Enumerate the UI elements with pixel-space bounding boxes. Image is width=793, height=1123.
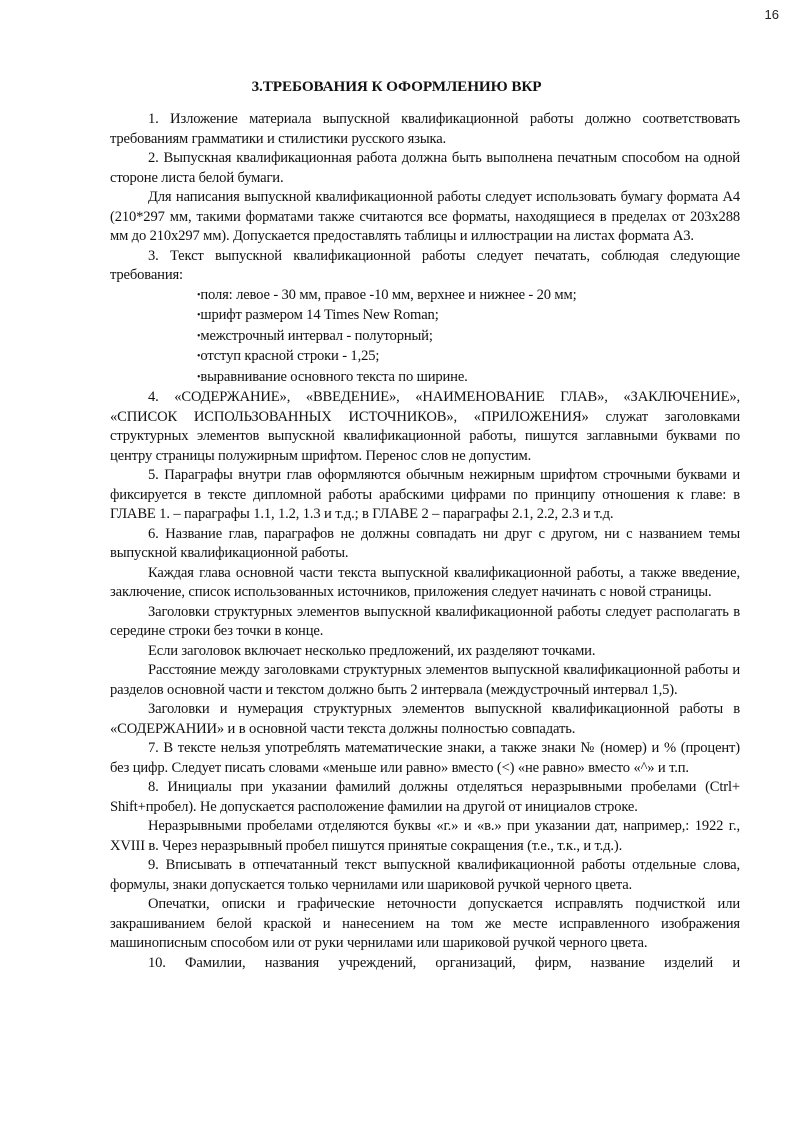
paragraph-5: 5. Параграфы внутри глав оформляются обычным нежирным шрифтом строчными буквами и фиксируется в тексте дипломной работы арабскими цифрами по принципу отношения к главе: в ГЛАВЕ 1. – параграфы 1.1, 1.2, 1.3 и т.д.; в ГЛАВЕ 2 – параграфы 2.1, 2.2, 2.3 и т.д. xyxy=(110,467,740,522)
paragraph-8: 8. Инициалы при указании фамилий должны отделяться неразрывными пробелами (Ctrl+ Shift+пробел). Не допускается расположение фамилии на другой от инициалов строке. xyxy=(110,779,740,815)
paragraph-nonbreaking-spaces: Неразрывными пробелами отделяются буквы «г.» и «в.» при указании дат, например,: 1922 г., XVIII в. Через неразрывный пробел пишутся принятые сокращения (т.е., т.к., и т.д.). xyxy=(110,818,740,854)
paragraph-10: 10. Фамилии, названия учреждений, организаций, фирм, название изделий и xyxy=(148,954,740,971)
paragraph-paper-format: Для написания выпускной квалификационной работы следует использовать бумагу формата А4 (210*297 мм, такими форматами также считаются все форматы, находящиеся в пределах от 203х288 мм до 210х297 мм). Допускается предоставлять таблицы и иллюстрации на листах формата А3. xyxy=(110,189,740,244)
requirement-item-indent: • отступ красной строки - 1,25; xyxy=(110,347,740,368)
page-number: 16 xyxy=(764,7,779,22)
requirements-list xyxy=(110,286,740,389)
paragraph-6: 6. Название глав, параграфов не должны совпадать ни друг с другом, ни с названием темы выпускной квалификационной работы. xyxy=(110,525,740,561)
paragraph-corrections: Опечатки, описки и графические неточности допускается исправлять подчисткой или закрашиванием белой краской и нанесением на том же месте исправленного изображения машинописным способом или от руки чернилами или шариковой ручкой черного цвета. xyxy=(110,896,740,951)
requirement-item-line-spacing: • межстрочный интервал - полуторный; xyxy=(110,327,740,348)
paragraph-new-page: Каждая глава основной части текста выпускной квалификационной работы, а также введение, заключение, список использованных источников, приложения следует начинать с новой страницы. xyxy=(110,564,740,600)
paragraph-1: 1. Изложение материала выпускной квалификационной работы должно соответствовать требованиям грамматики и стилистики русского языка. xyxy=(110,111,740,147)
paragraph-2: 2. Выпускная квалификационная работа должна быть выполнена печатным способом на одной стороне листа белой бумаги. xyxy=(110,150,740,186)
paragraph-7: 7. В тексте нельзя употреблять математические знаки, а также знаки № (номер) и % (процент) без цифр. Следует писать словами «меньше или равно» вместо (<) «не равно» вместо «^» и т.п. xyxy=(110,740,740,776)
paragraph-9: 9. Вписывать в отпечатанный текст выпускной квалификационной работы отдельные слова, формулы, знаки допускается только чернилами или шариковой ручкой черного цвета. xyxy=(110,857,740,893)
requirement-item-margins: • поля: левое - 30 мм, правое -10 мм, верхнее и нижнее - 20 мм; xyxy=(110,286,740,307)
paragraph-3: 3. Текст выпускной квалификационной работы следует печатать, соблюдая следующие требования: xyxy=(110,247,740,283)
paragraph-contents-match: Заголовки и нумерация структурных элементов выпускной квалификационной работы в «СОДЕРЖАНИИ» и в основной части текста должны полностью совпадать. xyxy=(110,701,740,737)
paragraph-heading-spacing: Расстояние между заголовками структурных элементов выпускной квалификационной работы и разделов основной части и текстом должно быть 2 интервала (междустрочный интервал 1,5). xyxy=(110,662,740,698)
requirement-item-alignment: • выравнивание основного текста по ширине. xyxy=(110,368,740,389)
paragraph-headings-center: Заголовки структурных элементов выпускной квалификационной работы следует располагать в середине строки без точки в конце. xyxy=(110,603,740,639)
document-body xyxy=(110,110,740,973)
paragraph-4: 4. «СОДЕРЖАНИЕ», «ВВЕДЕНИЕ», «НАИМЕНОВАНИЕ ГЛАВ», «ЗАКЛЮЧЕНИЕ», «СПИСОК ИСПОЛЬЗОВАННЫХ ИСТОЧНИКОВ», «ПРИЛОЖЕНИЯ» служат заголовками структурных элементов выпускной квалификационной работы, пишутся заглавными буквами по центру страницы полужирным шрифтом. Перенос слов не допустим. xyxy=(110,389,740,464)
paragraph-headings-sentences: Если заголовок включает несколько предложений, их разделяют точками. xyxy=(148,642,596,659)
requirement-item-font: • шрифт размером 14 Times New Roman; xyxy=(110,306,740,327)
section-title: 3.ТРЕБОВАНИЯ К ОФОРМЛЕНИЮ ВКР xyxy=(251,78,542,95)
